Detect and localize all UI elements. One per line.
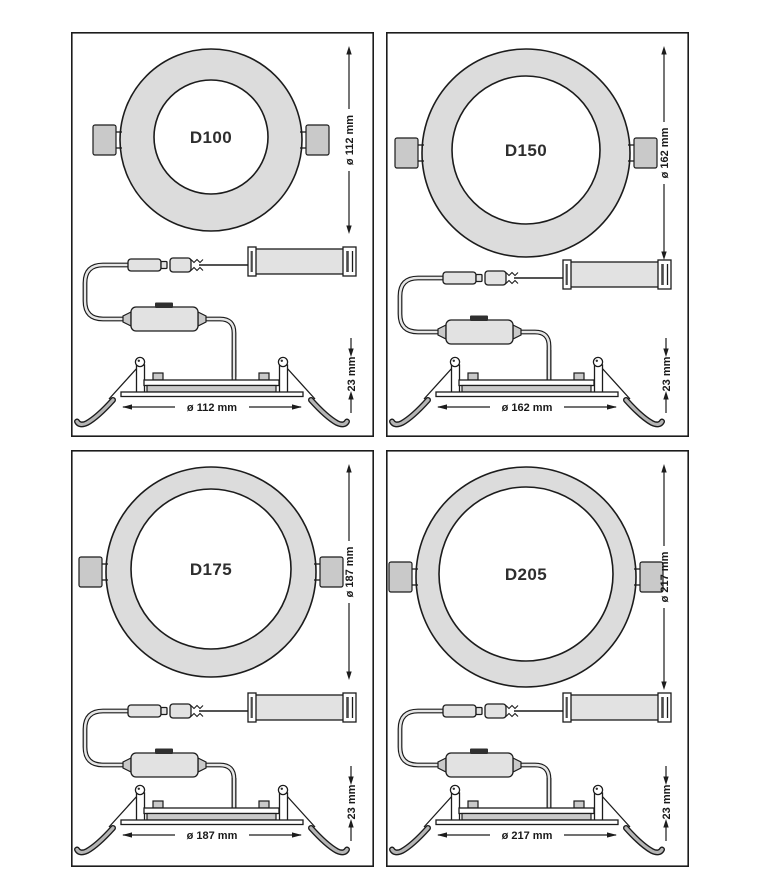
drawing-d175-canvas — [71, 450, 374, 867]
drawing-d175 — [71, 450, 374, 867]
model-label: D205 — [504, 565, 548, 584]
diameter-dim-label: ø 112 mm — [343, 114, 356, 166]
drawing-d100-canvas — [71, 32, 374, 437]
drawing-d100 — [71, 32, 374, 437]
cutout-dim-label: ø 112 mm — [186, 402, 238, 414]
height-dim-label: 23 mm — [345, 356, 358, 392]
model-label: D175 — [189, 560, 233, 579]
model-label: D100 — [189, 128, 233, 147]
drawing-d150-canvas — [386, 32, 689, 437]
model-label: D150 — [504, 141, 548, 160]
cutout-dim-label: ø 217 mm — [501, 830, 553, 842]
cutout-dim-label: ø 187 mm — [186, 830, 238, 842]
drawing-d205 — [386, 450, 689, 867]
height-dim-label: 23 mm — [345, 784, 358, 820]
cutout-dim-label: ø 162 mm — [501, 402, 553, 414]
diameter-dim-label: ø 187 mm — [343, 546, 356, 598]
diameter-dim-label: ø 162 mm — [658, 127, 671, 179]
height-dim-label: 23 mm — [660, 784, 673, 820]
height-dim-label: 23 mm — [660, 356, 673, 392]
drawing-d150 — [386, 32, 689, 437]
diameter-dim-label: ø 217 mm — [658, 551, 671, 603]
drawing-d205-canvas — [386, 450, 689, 867]
